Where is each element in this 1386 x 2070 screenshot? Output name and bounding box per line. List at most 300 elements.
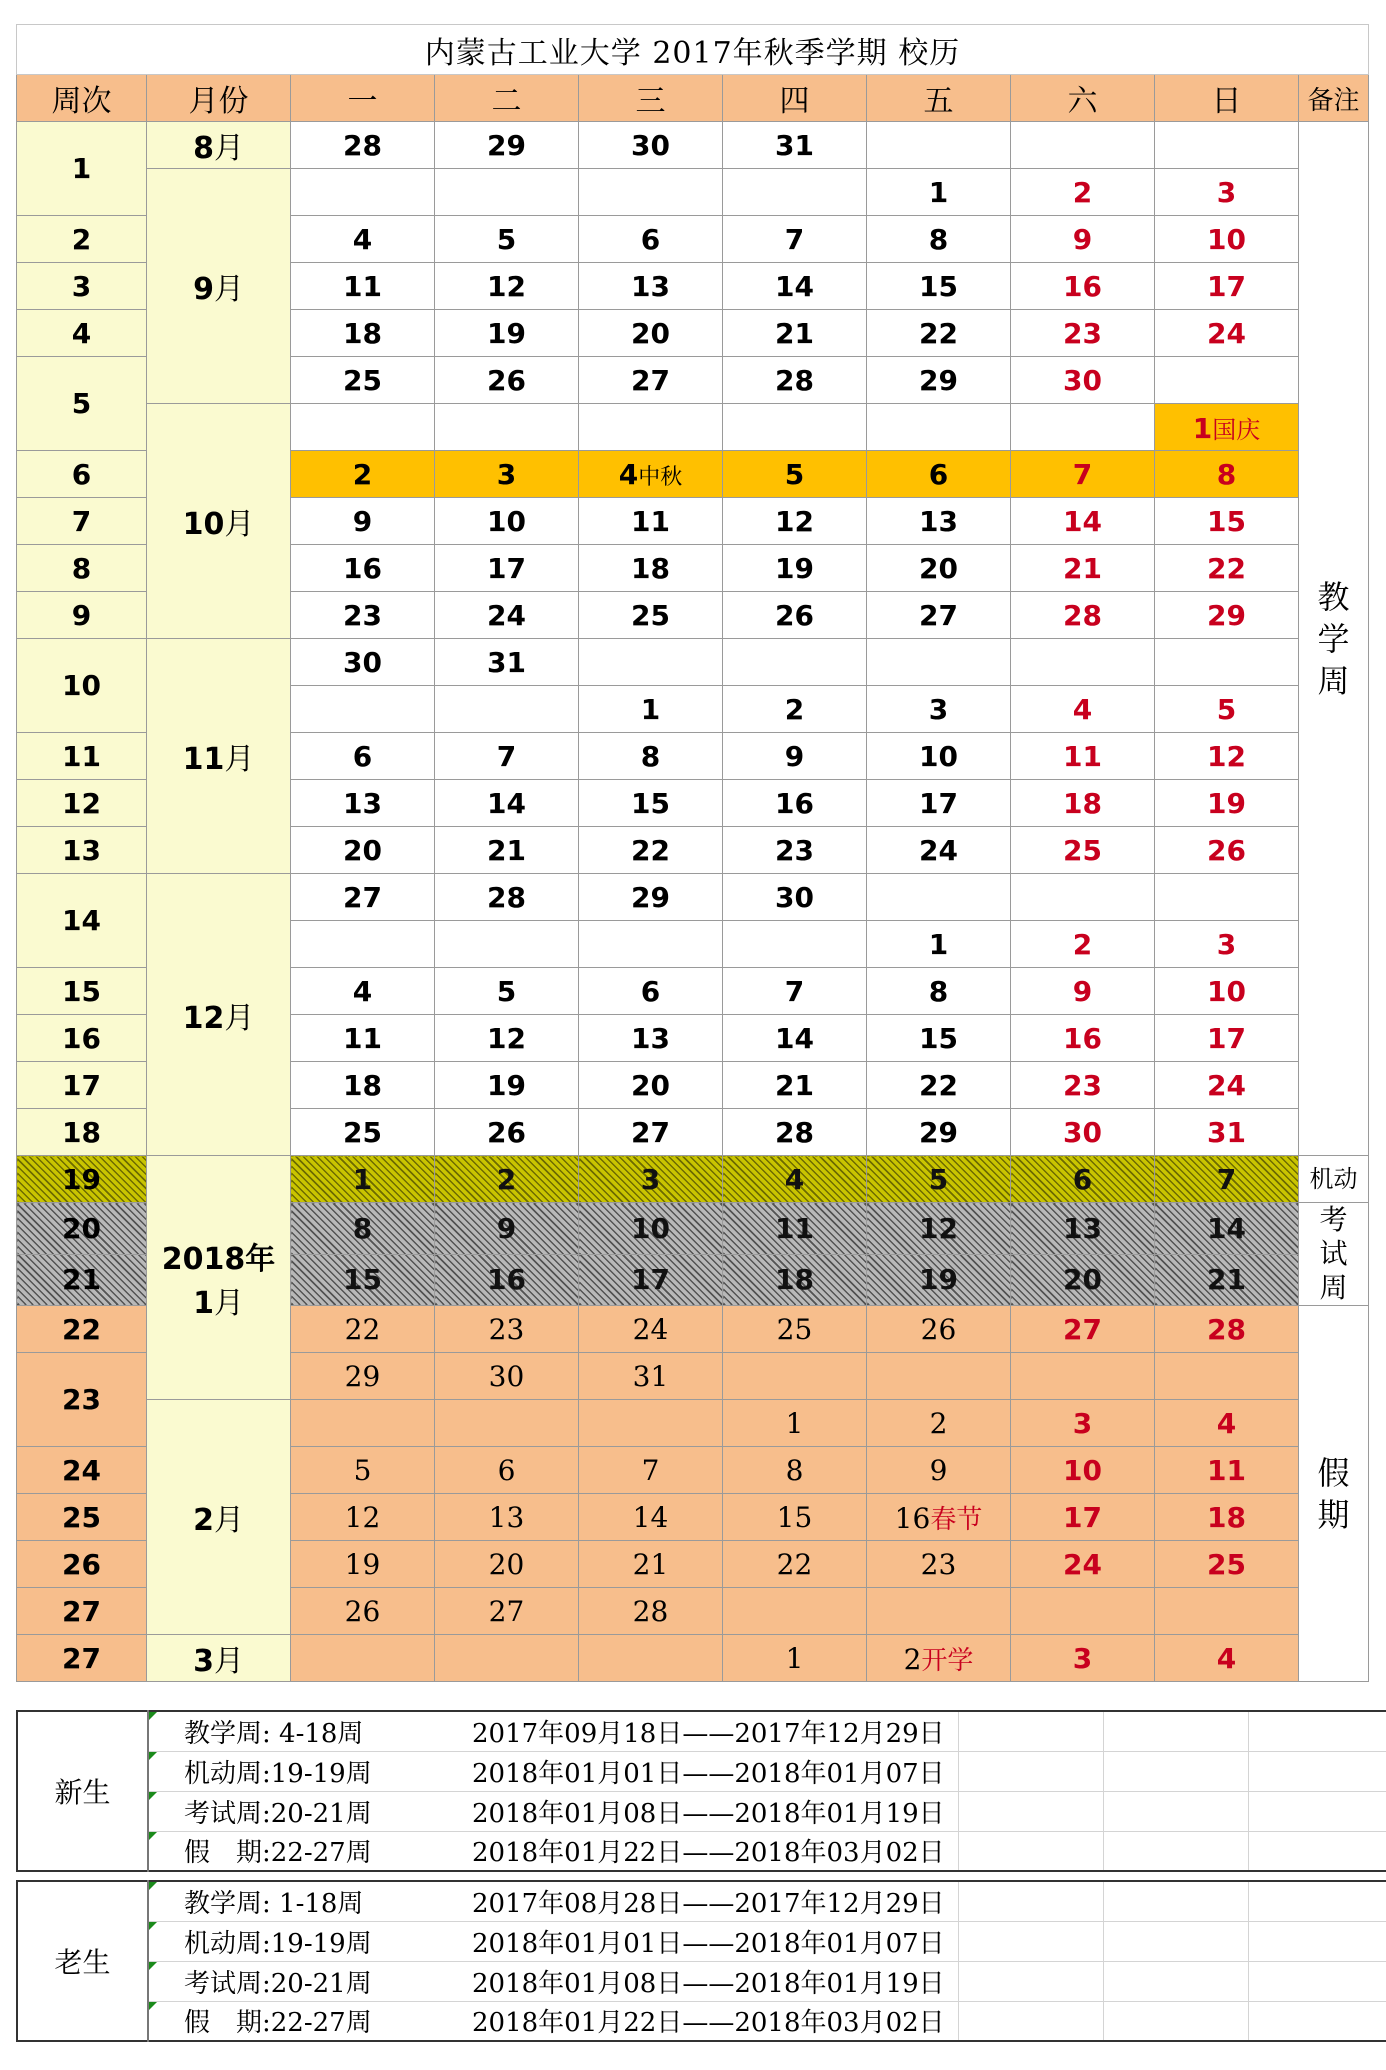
day-cell: 14 (723, 263, 867, 310)
day-cell: 17 (1155, 1015, 1299, 1062)
month-unit: 月 (213, 272, 244, 307)
day-cell: 3 (579, 1156, 723, 1203)
day-cell: 8 (291, 1203, 435, 1255)
day-cell: 28 (579, 1588, 723, 1635)
day-cell: 27 (867, 592, 1011, 639)
summary-empty-cell (1103, 1881, 1248, 1921)
day-cell (291, 686, 435, 733)
day-cell: 21 (1155, 1254, 1299, 1306)
day-cell: 16 (435, 1254, 579, 1306)
day-cell: 18 (723, 1254, 867, 1306)
day-cell: 18 (291, 1062, 435, 1109)
day-cell (435, 1400, 579, 1447)
day-cell: 25 (291, 1109, 435, 1156)
summary-empty-cell (958, 1751, 1103, 1791)
header-mon: 一 (291, 75, 435, 122)
day-cell (435, 169, 579, 216)
day-cell (723, 404, 867, 451)
summary-period-label: 考试周:20-21周 (148, 1791, 436, 1831)
month-cell (147, 122, 291, 169)
day-cell (867, 874, 1011, 921)
day-cell: 28 (723, 1109, 867, 1156)
week-number: 20 (17, 1203, 147, 1255)
month-number: 2 (193, 1503, 214, 1538)
note-text: 假期 (1317, 1453, 1350, 1534)
month-number: 11 (182, 742, 225, 777)
month-number: 10 (182, 507, 225, 542)
day-cell: 17 (435, 545, 579, 592)
day-cell: 29 (291, 1353, 435, 1400)
day-cell: 23 (435, 1306, 579, 1353)
day-cell: 24 (579, 1306, 723, 1353)
day-cell (867, 1635, 1011, 1682)
month-unit: 月 (213, 131, 244, 166)
month-unit: 月 (213, 1503, 244, 1538)
day-cell: 7 (723, 216, 867, 263)
summary-period-label: 教学周: 1-18周 (148, 1881, 436, 1921)
month-unit: 月 (213, 1285, 244, 1321)
day-cell: 30 (1011, 357, 1155, 404)
day-cell: 17 (1155, 263, 1299, 310)
summary-period-label: 机动周:19-19周 (148, 1751, 436, 1791)
day-cell: 30 (291, 639, 435, 686)
day-cell (723, 1353, 867, 1400)
week-number: 4 (17, 310, 147, 357)
day-cell: 16 (723, 780, 867, 827)
day-cell: 19 (723, 545, 867, 592)
day-cell: 7 (1155, 1156, 1299, 1203)
summary-date-range: 2018年01月08日——2018年01月19日 (436, 1791, 958, 1831)
day-cell: 2 (1011, 921, 1155, 968)
summary-date-range: 2017年09月18日——2017年12月29日 (436, 1711, 958, 1751)
day-cell: 29 (867, 357, 1011, 404)
day-cell (1011, 404, 1155, 451)
summary-old-students (16, 1880, 1386, 2042)
summary-row (17, 1831, 1386, 1871)
week-number: 14 (17, 874, 147, 968)
day-cell: 22 (579, 827, 723, 874)
header-note: 备注 (1299, 75, 1369, 122)
day-cell: 16 (1011, 1015, 1155, 1062)
day-cell: 6 (1011, 1156, 1155, 1203)
week-number: 27 (17, 1635, 147, 1682)
day-cell (867, 404, 1011, 451)
day-cell: 23 (723, 827, 867, 874)
day-cell (579, 639, 723, 686)
day-cell (579, 1635, 723, 1682)
week-number: 21 (17, 1254, 147, 1306)
summary-period-label: 教学周: 4-18周 (148, 1711, 436, 1751)
month-cell (147, 404, 291, 639)
week-number: 3 (17, 263, 147, 310)
school-calendar-table (16, 24, 1369, 1682)
summary-period-label: 假 期:22-27周 (148, 1831, 436, 1871)
day-cell: 23 (1011, 1062, 1155, 1109)
calendar-row (17, 1156, 1369, 1203)
month-unit: 月 (224, 742, 255, 777)
day-cell: 25 (1011, 827, 1155, 874)
day-cell: 9 (867, 1447, 1011, 1494)
summary-empty-cell (1248, 1921, 1386, 1961)
national-day-label: 国庆 (1212, 415, 1261, 444)
day-cell: 31 (1155, 1109, 1299, 1156)
day-cell (579, 451, 723, 498)
day-cell (1011, 1353, 1155, 1400)
summary-row (17, 1961, 1386, 2001)
day-cell (435, 1635, 579, 1682)
day-cell: 27 (291, 874, 435, 921)
day-cell (723, 1588, 867, 1635)
week-number: 10 (17, 639, 147, 733)
day-cell: 24 (1155, 310, 1299, 357)
day-cell: 13 (1011, 1203, 1155, 1255)
day-cell: 6 (867, 451, 1011, 498)
summary-empty-cell (958, 1711, 1103, 1751)
summary-group-label: 老生 (17, 1881, 148, 2041)
day-number: 2 (903, 1642, 922, 1676)
day-cell: 11 (291, 1015, 435, 1062)
day-cell: 26 (1155, 827, 1299, 874)
mid-autumn-label: 中秋 (638, 464, 683, 490)
day-cell (579, 921, 723, 968)
day-cell (1011, 122, 1155, 169)
note-text: 教学周 (1317, 577, 1350, 700)
day-cell: 3 (867, 686, 1011, 733)
day-cell: 24 (1011, 1541, 1155, 1588)
day-cell: 12 (435, 1015, 579, 1062)
summary-empty-cell (958, 2001, 1103, 2041)
day-cell: 26 (723, 592, 867, 639)
day-cell: 14 (1011, 498, 1155, 545)
day-cell: 21 (1011, 545, 1155, 592)
day-cell: 24 (435, 592, 579, 639)
week-number: 26 (17, 1541, 147, 1588)
day-cell: 15 (867, 1015, 1011, 1062)
day-cell (867, 1588, 1011, 1635)
day-cell: 26 (291, 1588, 435, 1635)
day-cell (1155, 1588, 1299, 1635)
day-cell: 10 (867, 733, 1011, 780)
calendar-title: 内蒙古工业大学 2017年秋季学期 校历 (17, 25, 1369, 75)
header-wed: 三 (579, 75, 723, 122)
day-cell: 10 (1155, 968, 1299, 1015)
day-cell (579, 404, 723, 451)
header-row (17, 75, 1369, 122)
day-cell: 5 (1155, 686, 1299, 733)
day-cell: 25 (291, 357, 435, 404)
day-cell: 4 (1155, 1400, 1299, 1447)
school-start-label: 开学 (921, 1645, 974, 1676)
day-cell: 12 (1155, 733, 1299, 780)
summary-period-label: 假 期:22-27周 (148, 2001, 436, 2041)
day-cell (291, 404, 435, 451)
summary-date-range: 2018年01月22日——2018年03月02日 (436, 2001, 958, 2041)
summary-empty-cell (1248, 1751, 1386, 1791)
calendar-row (17, 874, 1369, 921)
month-year: 2018年 (161, 1241, 276, 1277)
month-cell (147, 1400, 291, 1635)
summary-empty-cell (958, 1881, 1103, 1921)
day-cell: 1 (579, 686, 723, 733)
header-fri: 五 (867, 75, 1011, 122)
day-cell: 28 (291, 122, 435, 169)
week-number: 18 (17, 1109, 147, 1156)
calendar-row (17, 122, 1369, 169)
day-cell (867, 122, 1011, 169)
day-cell: 31 (435, 639, 579, 686)
day-cell (435, 921, 579, 968)
day-cell: 9 (291, 498, 435, 545)
day-cell: 12 (435, 263, 579, 310)
week-number: 6 (17, 451, 147, 498)
month-number: 3 (193, 1644, 214, 1679)
day-cell: 27 (579, 1109, 723, 1156)
day-cell: 18 (1011, 780, 1155, 827)
week-number: 16 (17, 1015, 147, 1062)
summary-new-students (16, 1710, 1386, 1872)
day-cell: 13 (579, 1015, 723, 1062)
day-cell: 20 (579, 1062, 723, 1109)
note-flex (1299, 1156, 1369, 1203)
day-cell (291, 921, 435, 968)
day-cell: 28 (435, 874, 579, 921)
summary-empty-cell (958, 1831, 1103, 1871)
header-thu: 四 (723, 75, 867, 122)
day-cell (1155, 874, 1299, 921)
day-cell (291, 169, 435, 216)
summary-empty-cell (958, 1791, 1103, 1831)
day-cell: 1 (723, 1635, 867, 1682)
calendar-row (17, 1400, 1369, 1447)
week-number: 25 (17, 1494, 147, 1541)
calendar-row (17, 639, 1369, 686)
day-cell: 5 (723, 451, 867, 498)
day-cell: 30 (579, 122, 723, 169)
day-cell: 23 (1011, 310, 1155, 357)
month-number: 1 (193, 1285, 214, 1321)
week-number: 9 (17, 592, 147, 639)
day-cell: 28 (723, 357, 867, 404)
summary-empty-cell (958, 1921, 1103, 1961)
spring-festival-label: 春节 (930, 1504, 983, 1535)
day-cell: 10 (579, 1203, 723, 1255)
day-cell: 19 (435, 310, 579, 357)
day-cell: 8 (723, 1447, 867, 1494)
day-cell: 31 (579, 1353, 723, 1400)
day-cell: 27 (435, 1588, 579, 1635)
day-number: 4 (618, 457, 639, 491)
day-cell (579, 1400, 723, 1447)
month-cell (147, 1156, 291, 1400)
day-cell: 17 (867, 780, 1011, 827)
day-cell: 4 (723, 1156, 867, 1203)
summary-empty-cell (1248, 1961, 1386, 2001)
day-cell: 7 (579, 1447, 723, 1494)
week-number: 27 (17, 1588, 147, 1635)
summary-empty-cell (1103, 1711, 1248, 1751)
day-cell: 14 (1155, 1203, 1299, 1255)
note-text: 考试周 (1319, 1203, 1348, 1304)
day-cell: 7 (723, 968, 867, 1015)
day-cell: 20 (867, 545, 1011, 592)
day-cell: 16 (291, 545, 435, 592)
day-cell (1011, 639, 1155, 686)
day-cell: 22 (867, 310, 1011, 357)
day-cell: 4 (1011, 686, 1155, 733)
summary-row (17, 2001, 1386, 2041)
day-cell: 12 (867, 1203, 1011, 1255)
day-cell: 3 (1011, 1400, 1155, 1447)
day-cell: 1 (723, 1400, 867, 1447)
summary-empty-cell (1248, 2001, 1386, 2041)
day-cell: 21 (435, 827, 579, 874)
day-cell: 20 (1011, 1254, 1155, 1306)
summary-period-label: 考试周:20-21周 (148, 1961, 436, 2001)
header-sun: 日 (1155, 75, 1299, 122)
day-cell: 29 (867, 1109, 1011, 1156)
day-cell: 1 (867, 169, 1011, 216)
week-number: 8 (17, 545, 147, 592)
week-number: 2 (17, 216, 147, 263)
day-cell: 3 (1155, 921, 1299, 968)
day-cell: 7 (1011, 451, 1155, 498)
calendar-row (17, 404, 1369, 451)
week-number: 5 (17, 357, 147, 451)
day-cell: 1 (867, 921, 1011, 968)
week-number: 13 (17, 827, 147, 874)
day-cell: 18 (579, 545, 723, 592)
day-cell: 11 (579, 498, 723, 545)
day-cell: 8 (867, 216, 1011, 263)
summary-row (17, 1881, 1386, 1921)
day-cell (579, 169, 723, 216)
day-cell: 15 (579, 780, 723, 827)
day-cell: 19 (435, 1062, 579, 1109)
day-cell: 17 (579, 1254, 723, 1306)
day-cell (867, 1353, 1011, 1400)
day-cell: 21 (579, 1541, 723, 1588)
day-cell: 8 (579, 733, 723, 780)
day-cell: 24 (1155, 1062, 1299, 1109)
summary-date-range: 2018年01月01日——2018年01月07日 (436, 1921, 958, 1961)
day-cell: 15 (867, 263, 1011, 310)
day-cell (1155, 404, 1299, 451)
summary-date-range: 2018年01月01日——2018年01月07日 (436, 1751, 958, 1791)
calendar-row (17, 169, 1369, 216)
day-cell: 8 (1155, 451, 1299, 498)
day-cell: 29 (435, 122, 579, 169)
week-number: 23 (17, 1353, 147, 1447)
day-cell: 14 (435, 780, 579, 827)
month-number: 12 (182, 1000, 225, 1036)
day-cell: 23 (291, 592, 435, 639)
day-cell: 30 (723, 874, 867, 921)
day-cell: 4 (1155, 1635, 1299, 1682)
day-cell: 22 (291, 1306, 435, 1353)
header-week: 周次 (17, 75, 147, 122)
day-cell: 5 (291, 1447, 435, 1494)
summary-empty-cell (1248, 1831, 1386, 1871)
day-cell: 13 (867, 498, 1011, 545)
month-cell (147, 1635, 291, 1682)
day-cell (435, 404, 579, 451)
day-cell: 7 (435, 733, 579, 780)
day-cell: 11 (723, 1203, 867, 1255)
week-number: 7 (17, 498, 147, 545)
day-cell: 27 (579, 357, 723, 404)
day-cell (435, 686, 579, 733)
day-cell: 24 (867, 827, 1011, 874)
day-cell: 19 (867, 1254, 1011, 1306)
month-number: 9 (193, 272, 214, 307)
day-cell: 23 (867, 1541, 1011, 1588)
day-cell: 15 (1155, 498, 1299, 545)
day-cell: 21 (723, 1062, 867, 1109)
summary-empty-cell (1103, 1961, 1248, 2001)
week-number: 24 (17, 1447, 147, 1494)
day-cell: 1 (291, 1156, 435, 1203)
day-cell (291, 1400, 435, 1447)
day-cell: 19 (291, 1541, 435, 1588)
day-cell: 6 (435, 1447, 579, 1494)
day-cell: 14 (723, 1015, 867, 1062)
summary-date-range: 2018年01月22日——2018年03月02日 (436, 1831, 958, 1871)
month-label (147, 1278, 290, 1322)
day-cell: 25 (579, 592, 723, 639)
day-cell (723, 639, 867, 686)
day-cell: 14 (579, 1494, 723, 1541)
day-cell (1011, 874, 1155, 921)
header-tue: 二 (435, 75, 579, 122)
day-cell: 13 (291, 780, 435, 827)
day-cell (1155, 122, 1299, 169)
note-exam (1299, 1203, 1369, 1306)
day-cell: 12 (291, 1494, 435, 1541)
day-cell: 28 (1155, 1306, 1299, 1353)
week-number: 19 (17, 1156, 147, 1203)
day-cell: 18 (291, 310, 435, 357)
day-cell: 4 (291, 968, 435, 1015)
day-cell: 11 (1011, 733, 1155, 780)
day-cell: 22 (1155, 545, 1299, 592)
day-cell: 15 (291, 1254, 435, 1306)
day-cell (1155, 357, 1299, 404)
summary-empty-cell (1248, 1711, 1386, 1751)
month-cell (147, 169, 291, 404)
day-cell: 3 (435, 451, 579, 498)
day-cell: 16 (1011, 263, 1155, 310)
header-month: 月份 (147, 75, 291, 122)
day-cell: 29 (1155, 592, 1299, 639)
month-number: 8 (193, 131, 214, 166)
day-cell: 10 (435, 498, 579, 545)
summary-row (17, 1751, 1386, 1791)
day-cell: 28 (1011, 592, 1155, 639)
day-cell: 21 (723, 310, 867, 357)
day-cell: 6 (291, 733, 435, 780)
summary-empty-cell (1248, 1881, 1386, 1921)
summary-empty-cell (958, 1961, 1103, 2001)
month-unit: 月 (224, 1000, 255, 1036)
day-cell: 9 (435, 1203, 579, 1255)
day-cell: 3 (1155, 169, 1299, 216)
summary-empty-cell (1103, 1921, 1248, 1961)
day-cell: 3 (1011, 1635, 1155, 1682)
day-cell (723, 921, 867, 968)
day-cell: 13 (435, 1494, 579, 1541)
month-cell (147, 639, 291, 874)
day-cell: 20 (435, 1541, 579, 1588)
